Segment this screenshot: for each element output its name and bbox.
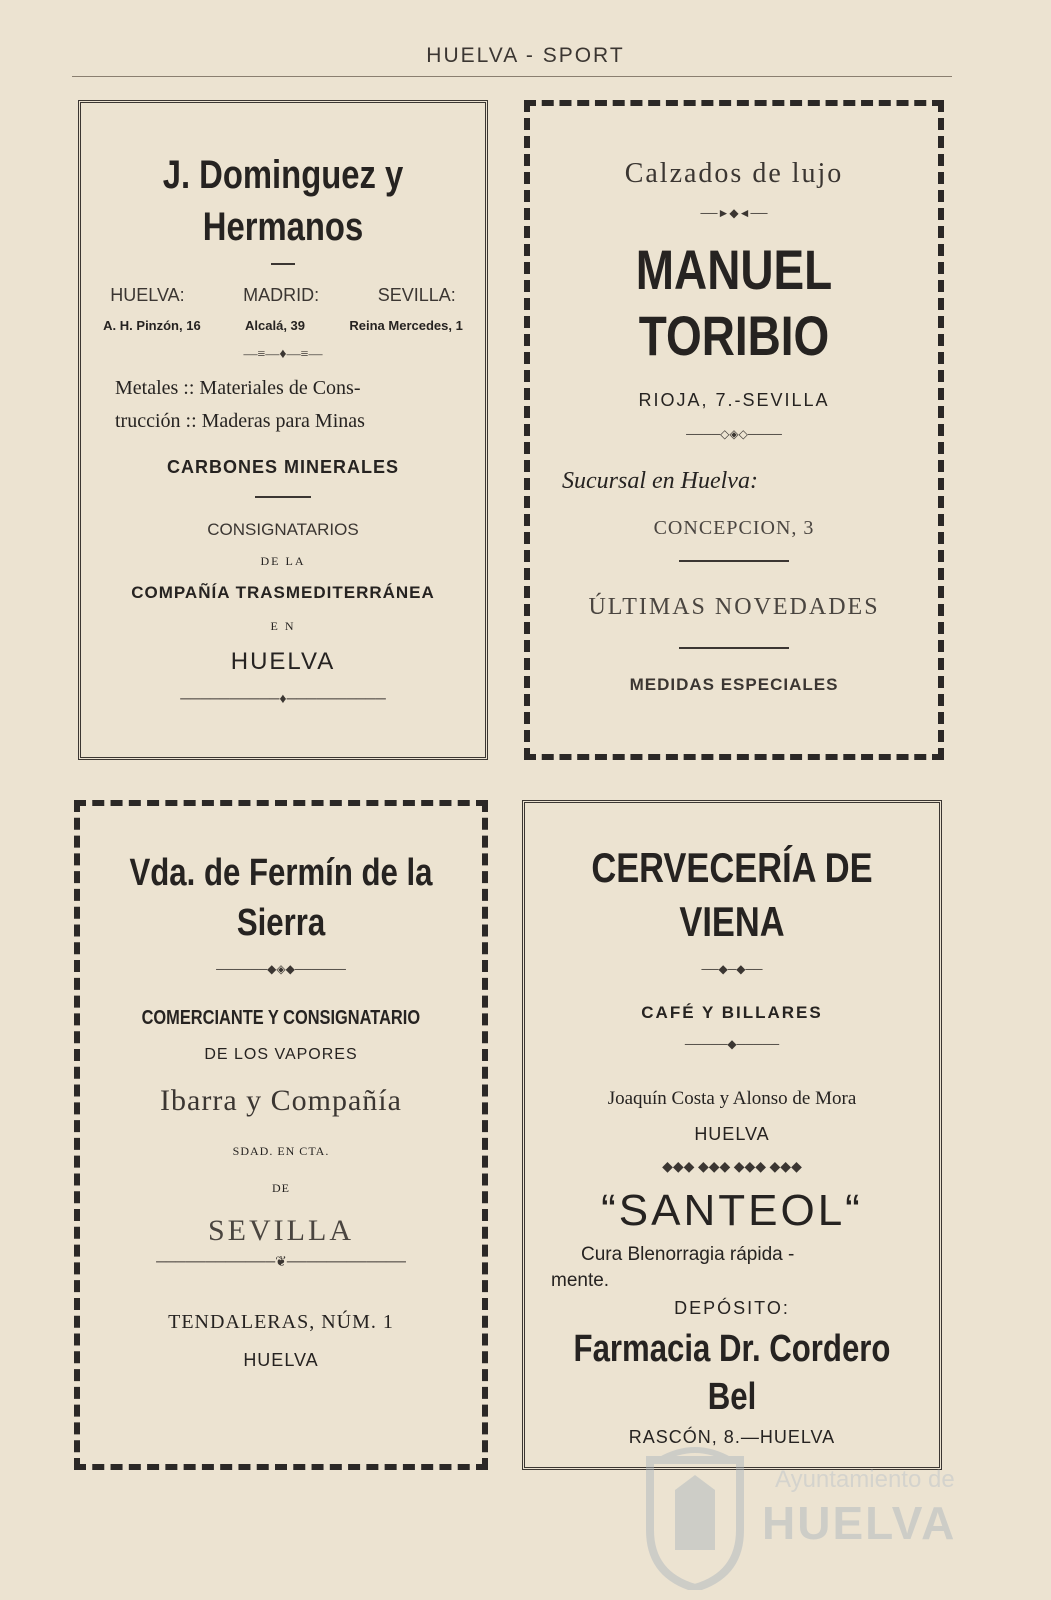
ad4-cura-1: Cura Blenorragia rápida - (581, 1244, 795, 1265)
ad1-city: HUELVA (230, 648, 336, 675)
ad1-address-0: A. H. Pinzón, 16 (103, 318, 201, 333)
ad2-novedades: ÚLTIMAS NOVEDADES (588, 594, 880, 620)
ad4-farmacia-address: RASCÓN, 8.—HUELVA (628, 1427, 836, 1447)
ad4-cura-2: mente. (551, 1270, 610, 1291)
ad3-ornament-1: ──────◆◈◆────── (216, 962, 346, 976)
ad2-rule-2 (679, 647, 789, 649)
ad4-ornament-2: ─────◆───── (684, 1037, 780, 1051)
ad-fermin-sierra (74, 800, 488, 1470)
ad2-address: RIOJA, 7.-SEVILLA (638, 390, 830, 410)
ad3-company: Ibarra y Compañía (160, 1084, 402, 1117)
ad1-products-2: trucción :: Maderas para Minas (115, 410, 365, 432)
ad1-name: J. Dominguez y Hermanos (162, 153, 404, 249)
ad1-city-2: SEVILLA: (377, 285, 456, 305)
ad3-sdad: SDAD. EN CTA. (232, 1144, 330, 1158)
ad4-name: CERVECERÍA DE VIENA (591, 844, 873, 945)
ad4-product: “SANTEOL“ (601, 1186, 863, 1235)
ad2-sucursal-address: CONCEPCION, 3 (653, 517, 815, 539)
ad1-carbones: CARBONES MINERALES (166, 457, 399, 477)
ad4-cafe: CAFÉ Y BILLARES (641, 1003, 823, 1022)
ad2-medidas: MEDIDAS ESPECIALES (629, 675, 839, 694)
ad3-address: TENDALERAS, NÚM. 1 (168, 1311, 394, 1333)
ad1-address-1: Alcalá, 39 (245, 318, 306, 333)
ad1-ornament-1: —≡—♦—≡— (243, 347, 323, 362)
ad1-ornament-2: ──────────♦────────── (180, 692, 386, 707)
ad1-en: E N (270, 619, 296, 633)
ad2-name: MANUEL TORIBIO (635, 238, 833, 367)
ad2-tagline: Calzados de lujo (624, 158, 844, 189)
huelva-crest-icon (640, 1440, 750, 1590)
ad1-dash (271, 263, 295, 265)
ad1-de-la: DE LA (260, 554, 306, 568)
ad3-ornament-2: ────────────❦──────────── (156, 1255, 406, 1270)
ad2-ornament-2: ────◇◈◇──── (686, 427, 782, 441)
ad2-ornament-1: ──►◆◄── (700, 206, 768, 220)
ad4-address: Joaquín Costa y Alonso de Mora (607, 1088, 857, 1109)
header-rule (72, 76, 952, 77)
ad-manuel-toribio (524, 100, 944, 760)
ad1-rule-1 (255, 496, 311, 498)
ad3-city: SEVILLA (208, 1214, 354, 1247)
ad3-line1: COMERCIANTE Y CONSIGNATARIO (141, 1007, 421, 1029)
page-header: HUELVA - SPORT (426, 44, 625, 67)
ad1-compania: COMPAÑÍA TRASMEDITERRÁNEA (131, 583, 435, 602)
ayuntamiento-watermark (640, 1440, 1020, 1590)
ad3-de: DE (272, 1181, 290, 1195)
watermark-line1: Ayuntamiento de (775, 1466, 955, 1493)
ad1-address-2: Reina Mercedes, 1 (349, 318, 463, 333)
ad-dominguez-hermanos (78, 100, 488, 760)
ad1-city-1: MADRID: (243, 285, 320, 305)
ad-cerveceria-viena (522, 800, 942, 1470)
ad1-city-0: HUELVA: (110, 285, 185, 305)
ad1-products-1: Metales :: Materiales de Cons- (115, 377, 361, 399)
ad3-line2: DE LOS VAPORES (204, 1046, 358, 1063)
ad4-ornament-1: ──◆─◆── (701, 962, 763, 976)
watermark-line2: HUELVA (762, 1497, 957, 1549)
ad3-name: Vda. de Fermín de la Sierra (129, 852, 433, 944)
ad3-city2: HUELVA (243, 1350, 319, 1370)
ad1-consignatarios: CONSIGNATARIOS (207, 520, 359, 539)
ad2-sucursal: Sucursal en Huelva: (562, 468, 758, 494)
ad2-rule-1 (679, 560, 789, 562)
ad4-ornament-3: ◆◆◆ ◆◆◆ ◆◆◆ ◆◆◆ (662, 1160, 802, 1175)
ad4-farmacia: Farmacia Dr. Cordero Bel (573, 1328, 891, 1418)
ad4-deposito: DEPÓSITO: (674, 1298, 790, 1318)
ad4-city: HUELVA (694, 1124, 770, 1144)
